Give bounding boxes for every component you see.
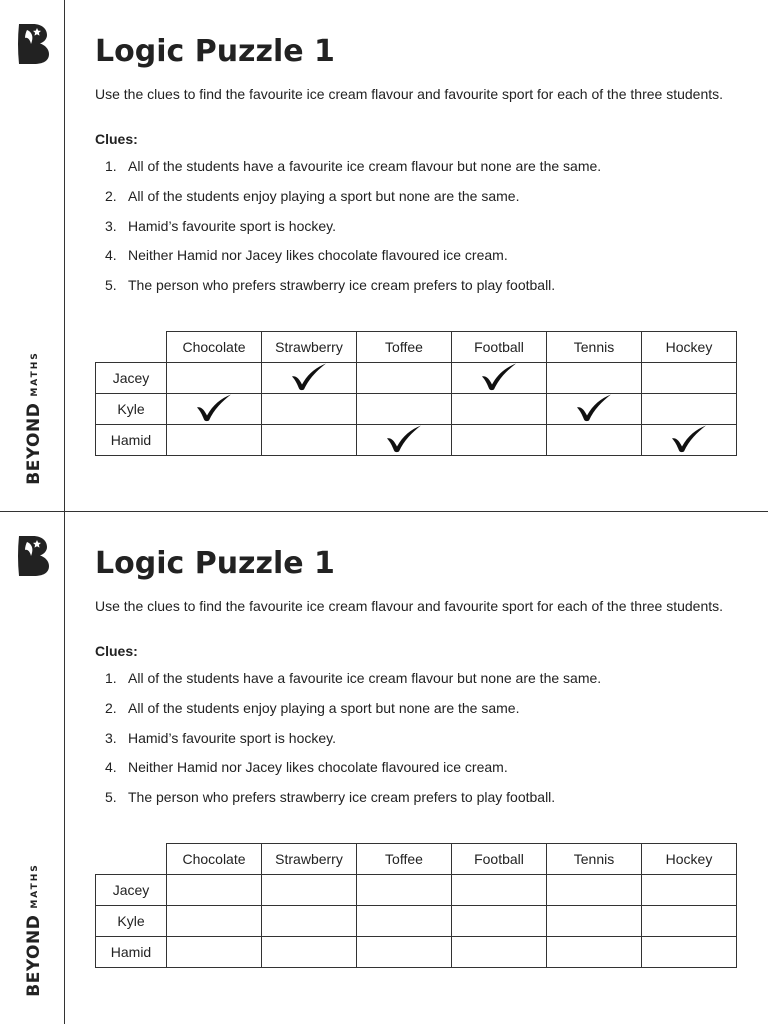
grid-cell[interactable] xyxy=(357,394,452,425)
clue-number: 2. xyxy=(105,699,117,716)
clue-number: 5. xyxy=(105,277,117,294)
column-header: Tennis xyxy=(547,844,642,875)
grid-corner xyxy=(96,332,167,363)
grid-cell[interactable] xyxy=(357,906,452,937)
tick-mark-icon xyxy=(290,362,328,392)
logic-grid xyxy=(95,331,737,456)
clue-text: All of the students have a favourite ice cream flavour but none are the same. xyxy=(128,670,602,686)
grid-cell[interactable] xyxy=(547,937,642,968)
grid-cell[interactable] xyxy=(262,906,357,937)
grid-cell[interactable] xyxy=(357,875,452,906)
grid-cell[interactable] xyxy=(167,906,262,937)
grid-cell[interactable] xyxy=(167,425,262,456)
page-title: Logic Puzzle 1 xyxy=(95,34,335,69)
grid-cell[interactable] xyxy=(357,937,452,968)
column-header: Football xyxy=(452,844,547,875)
grid-cell[interactable] xyxy=(547,875,642,906)
row-header: Kyle xyxy=(96,906,167,937)
brand-spine xyxy=(0,0,65,512)
brand-sub: MATHS xyxy=(30,863,40,909)
column-header: Tennis xyxy=(547,332,642,363)
grid-cell[interactable] xyxy=(167,875,262,906)
clue-text: All of the students enjoy playing a sport but none are the same. xyxy=(128,187,520,204)
grid-cell[interactable] xyxy=(452,425,547,456)
row-header: Jacey xyxy=(96,875,167,906)
grid-cell[interactable] xyxy=(642,425,737,456)
column-header: Football xyxy=(452,332,547,363)
column-header: Hockey xyxy=(642,844,737,875)
brand-name: BEYOND xyxy=(24,914,44,997)
clue-text: All of the students have a favourite ice cream flavour but none are the same. xyxy=(128,158,602,174)
grid-cell[interactable] xyxy=(642,875,737,906)
tick-mark-icon xyxy=(385,424,423,454)
grid-cell[interactable] xyxy=(547,906,642,937)
column-header: Toffee xyxy=(357,844,452,875)
tick-mark-icon xyxy=(575,393,613,423)
column-header: Chocolate xyxy=(167,332,262,363)
clue-text: The person who prefers strawberry ice cream prefers to play football. xyxy=(128,789,556,806)
brand-wordmark xyxy=(24,351,44,484)
grid-cell[interactable] xyxy=(642,906,737,937)
clue-number: 1. xyxy=(105,158,117,174)
column-header: Hockey xyxy=(642,332,737,363)
clue-number: 5. xyxy=(105,789,117,806)
clue-number: 4. xyxy=(105,759,117,776)
grid-row xyxy=(96,425,737,456)
grid-cell[interactable] xyxy=(547,394,642,425)
brand-wordmark xyxy=(24,863,44,996)
column-header: Strawberry xyxy=(262,332,357,363)
brand-sub: MATHS xyxy=(30,351,40,397)
row-header: Kyle xyxy=(96,394,167,425)
tick-mark-icon xyxy=(670,424,708,454)
grid-cell[interactable] xyxy=(452,394,547,425)
logic-grid xyxy=(95,843,737,968)
beyond-logo-icon xyxy=(15,534,51,578)
grid-cell[interactable] xyxy=(357,363,452,394)
intro-text: Use the clues to find the favourite ice cream flavour and favourite sport for each of the three students. xyxy=(95,598,724,614)
clue-text: Neither Hamid nor Jacey likes chocolate flavoured ice cream. xyxy=(128,759,508,776)
grid-cell[interactable] xyxy=(167,937,262,968)
grid-cell[interactable] xyxy=(262,394,357,425)
grid-cell[interactable] xyxy=(452,363,547,394)
tick-mark-icon xyxy=(480,362,518,392)
grid-cell[interactable] xyxy=(642,937,737,968)
clue-number: 4. xyxy=(105,247,117,264)
grid-cell[interactable] xyxy=(167,363,262,394)
grid-cell[interactable] xyxy=(547,363,642,394)
grid-cell[interactable] xyxy=(167,394,262,425)
grid-cell[interactable] xyxy=(262,937,357,968)
intro-text: Use the clues to find the favourite ice cream flavour and favourite sport for each of the three students. xyxy=(95,86,724,102)
grid-cell[interactable] xyxy=(642,363,737,394)
worksheet-blank xyxy=(0,511,768,1024)
brand-name: BEYOND xyxy=(24,402,44,485)
clues-heading: Clues: xyxy=(95,131,138,147)
clue-text: Hamid’s favourite sport is hockey. xyxy=(128,217,337,234)
beyond-logo-icon xyxy=(15,22,51,66)
row-header: Hamid xyxy=(96,937,167,968)
grid-cell[interactable] xyxy=(262,875,357,906)
grid-cell[interactable] xyxy=(547,425,642,456)
grid-header-row xyxy=(96,332,737,363)
grid-row xyxy=(96,394,737,425)
grid-cell[interactable] xyxy=(452,937,547,968)
grid-row xyxy=(96,875,737,906)
grid-row xyxy=(96,937,737,968)
grid-corner xyxy=(96,844,167,875)
grid-header-row xyxy=(96,844,737,875)
row-header: Jacey xyxy=(96,363,167,394)
clue-number: 2. xyxy=(105,187,117,204)
grid-cell[interactable] xyxy=(262,425,357,456)
grid-row xyxy=(96,906,737,937)
clue-text: All of the students enjoy playing a sport but none are the same. xyxy=(128,699,520,716)
brand-spine xyxy=(0,512,65,1024)
column-header: Toffee xyxy=(357,332,452,363)
grid-cell[interactable] xyxy=(452,875,547,906)
clue-text: Hamid’s favourite sport is hockey. xyxy=(128,729,337,746)
clue-number: 3. xyxy=(105,217,117,234)
clue-text: Neither Hamid nor Jacey likes chocolate flavoured ice cream. xyxy=(128,247,508,264)
grid-cell[interactable] xyxy=(642,394,737,425)
grid-cell[interactable] xyxy=(357,425,452,456)
grid-cell[interactable] xyxy=(452,906,547,937)
grid-row xyxy=(96,363,737,394)
page-title: Logic Puzzle 1 xyxy=(95,546,335,581)
clue-number: 1. xyxy=(105,670,117,686)
tick-mark-icon xyxy=(195,393,233,423)
clues-heading: Clues: xyxy=(95,643,138,659)
grid-cell[interactable] xyxy=(262,363,357,394)
column-header: Strawberry xyxy=(262,844,357,875)
clue-text: The person who prefers strawberry ice cream prefers to play football. xyxy=(128,277,556,294)
row-header: Hamid xyxy=(96,425,167,456)
column-header: Chocolate xyxy=(167,844,262,875)
clue-number: 3. xyxy=(105,729,117,746)
